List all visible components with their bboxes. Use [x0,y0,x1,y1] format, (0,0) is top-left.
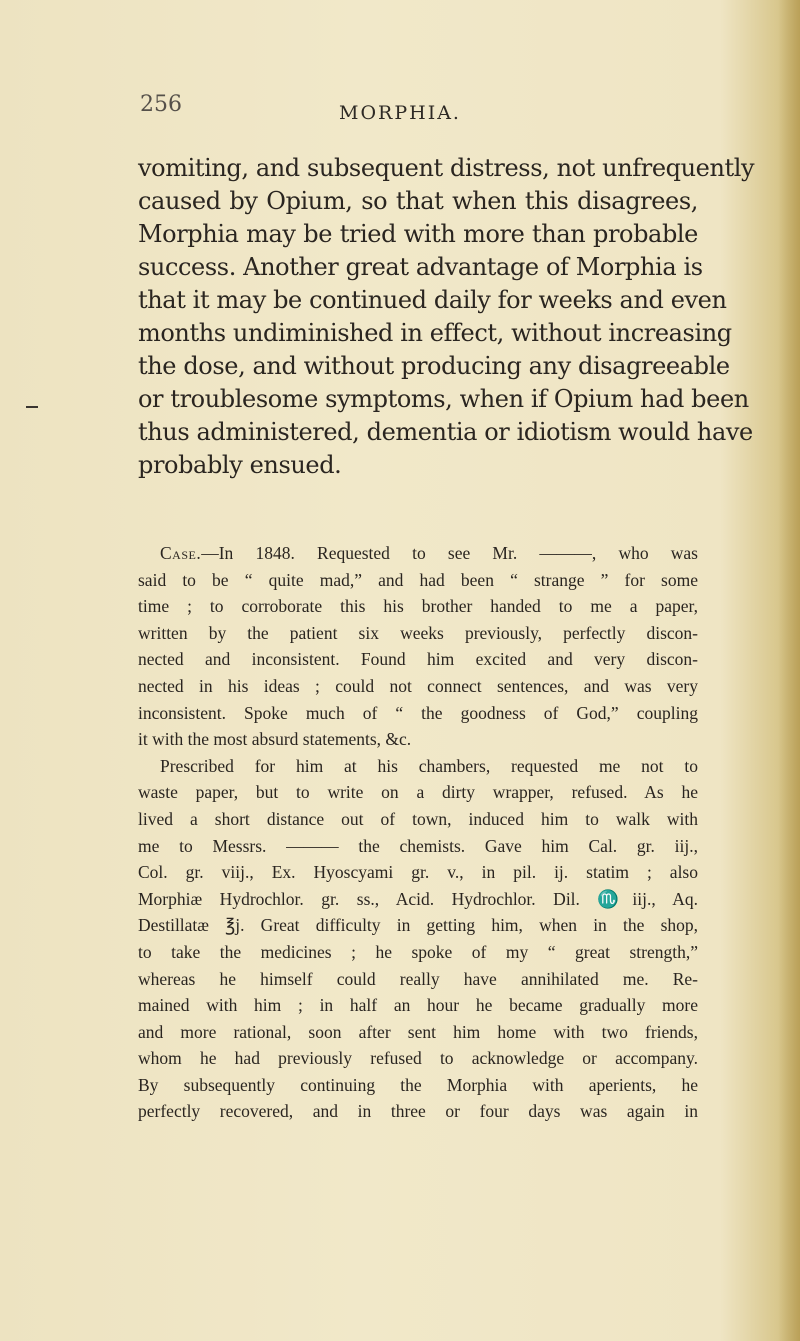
text-line: and more rational, soon after sent him home with two friends, [138,1021,698,1042]
text-line: time ; to corroborate this his brother handed to me a paper, [138,596,698,617]
text-line: inconsistent. Spoke much of “ the goodness of God,” coupling [138,702,698,723]
text-line: whereas he himself could really have annihilated me. Re- [138,968,698,989]
text-line: By subsequently continuing the Morphia with aperients, he [138,1074,698,1095]
text-line: nected and inconsistent. Found him excited and very discon- [138,649,698,670]
text-line: vomiting, and subsequent distress, not unfrequently [138,154,755,182]
text-line: the dose, and without producing any disagreeable [138,352,730,380]
text-line: perfectly recovered, and in three or four days was again in [138,1101,698,1122]
text-line: said to be “ quite mad,” and had been “ strange ” for some [138,569,698,590]
main-paragraph [138,152,755,482]
case-label: Case. [160,543,202,563]
text-line: to take the medicines ; he spoke of my “ great strength,” [138,941,698,962]
text-line: success. Another great advantage of Morphia is [138,253,703,281]
text-line: Morphia may be tried with more than probable [138,220,698,248]
text-line: Prescribed for him at his chambers, requested me not to [160,755,698,776]
text-line: Destillatæ ℥j. Great difficulty in getting him, when in the shop, [138,915,698,936]
text-line: mained with him ; in half an hour he became gradually more [138,995,698,1016]
text-line: thus administered, dementia or idiotism would have [138,418,753,446]
case-first-line [138,540,698,567]
text-line: whom he had previously refused to acknowledge or accompany. [138,1048,698,1069]
case-paragraph [138,540,698,1125]
text-line: written by the patient six weeks previously, perfectly discon- [138,622,698,643]
text-line: lived a short distance out of town, induced him to walk with [138,808,698,829]
text-line: nected in his ideas ; could not connect sentences, and was very [138,675,698,696]
text-line: that it may be continued daily for weeks and even [138,286,727,314]
page-edge-shadow [778,0,800,1341]
text-line: or troublesome symptoms, when if Opium had been [138,385,749,413]
page-number: 256 [140,92,182,117]
text-line: caused by Opium, so that when this disagrees, [138,187,698,215]
text-line: months undiminished in effect, without increasing [138,319,732,347]
text-line: it with the most absurd statements, &c. [138,729,412,750]
text-line: Col. gr. viij., Ex. Hyoscyami gr. v., in pil. ij. statim ; also [138,862,698,883]
text-line: —In 1848. Requested to see Mr. ———, who was [201,543,698,563]
running-head: MORPHIA. [339,102,461,124]
text-line: probably ensued. [138,451,342,479]
margin-mark [26,406,38,408]
text-line: Morphiæ Hydrochlor. gr. ss., Acid. Hydrochlor. Dil. ♏iij., Aq. [138,888,698,909]
text-line: me to Messrs. ——— the chemists. Gave him Cal. gr. iij., [138,835,698,856]
text-line: waste paper, but to write on a dirty wrapper, refused. As he [138,782,698,803]
